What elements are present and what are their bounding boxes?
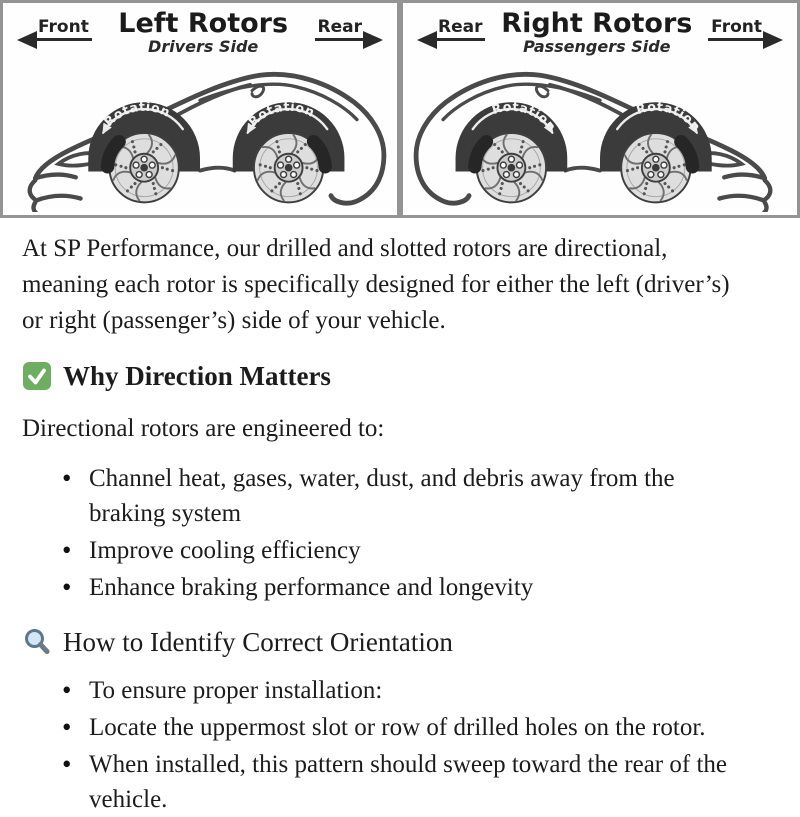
right-rotors-panel bbox=[400, 0, 800, 218]
benefits-list bbox=[22, 461, 778, 605]
article-body bbox=[0, 231, 800, 817]
magnifying-glass-icon bbox=[22, 627, 52, 657]
list-item: • Improve cooling efficiency bbox=[62, 533, 778, 568]
check-mark-icon bbox=[22, 361, 52, 391]
installation-list bbox=[22, 673, 778, 817]
list-item: • Locate the uppermost slot or row of drilled holes on the rotor. bbox=[62, 710, 778, 745]
rear-direction-label bbox=[417, 19, 485, 41]
panel-title: Right Rotors bbox=[501, 8, 693, 39]
rotor-direction-diagram bbox=[0, 0, 800, 218]
intro-paragraph: At SP Performance, our drilled and slotted rotors are directional, meaning each rotor is specifically designed for either the left (driver’s) or right (passenger’s) side of your vehicle. bbox=[22, 235, 730, 334]
car-side-view-right-illustration bbox=[403, 56, 797, 212]
right-panel-titles bbox=[485, 10, 708, 56]
right-panel-header bbox=[403, 3, 797, 56]
list-item: • Enhance braking performance and longevity bbox=[62, 570, 778, 605]
left-panel-header bbox=[3, 3, 397, 56]
rotation-label-front: Rotation bbox=[100, 98, 173, 130]
rear-label-text: Rear bbox=[435, 19, 485, 41]
arrow-right-icon bbox=[363, 31, 383, 49]
left-rotors-panel bbox=[0, 0, 400, 218]
panel-subtitle: Drivers Side bbox=[148, 37, 259, 57]
section-heading-text: Why Direction Matters bbox=[63, 361, 331, 391]
panel-title: Left Rotors bbox=[118, 8, 289, 39]
list-item: • To ensure proper installation: bbox=[62, 673, 778, 708]
lead-paragraph: Directional rotors are engineered to: bbox=[22, 415, 385, 442]
rotation-label-front: Rotation bbox=[634, 98, 705, 135]
front-label-text: Front bbox=[35, 19, 92, 41]
list-item: • When installed, this pattern should sweep toward the rear of the vehicle. bbox=[62, 747, 778, 817]
left-panel-titles bbox=[92, 10, 315, 56]
list-item: • Channel heat, gases, water, dust, and debris away from the braking system bbox=[62, 461, 704, 531]
front-direction-label bbox=[17, 19, 92, 41]
rear-direction-label bbox=[315, 19, 383, 41]
panel-subtitle: Passengers Side bbox=[523, 37, 671, 57]
arrow-left-icon bbox=[417, 31, 437, 49]
arrow-right-icon bbox=[763, 31, 783, 49]
front-direction-label bbox=[708, 19, 783, 41]
arrow-left-icon bbox=[17, 31, 37, 49]
section-heading-identify-orientation bbox=[22, 626, 778, 658]
section-heading-why-direction-matters bbox=[22, 360, 778, 392]
car-side-view-left-illustration bbox=[3, 56, 397, 212]
front-label-text: Front bbox=[708, 19, 765, 41]
rear-label-text: Rear bbox=[315, 19, 365, 41]
rotation-label-rear: Rotation bbox=[489, 98, 560, 135]
section-heading-text: How to Identify Correct Orientation bbox=[63, 627, 453, 657]
rotation-label-rear: Rotation bbox=[245, 98, 318, 130]
